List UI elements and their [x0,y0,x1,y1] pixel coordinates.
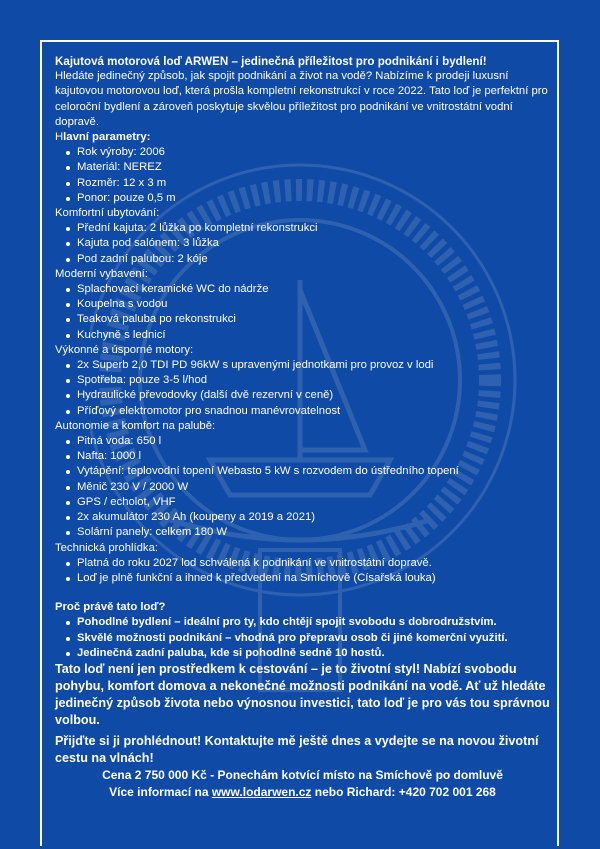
list-item: Solární panely: celkem 180 W [77,525,550,540]
list-item: Loď je plně funkční a ihned k předvedení na Smíchově (Císařská louka) [77,571,550,586]
section-why [55,600,550,661]
contact-suffix: nebo Richard: +420 702 001 268 [311,784,496,799]
list-item: Pitná voda: 650 l [77,434,550,449]
list-item: Hydraulické převodovky (další dvě rezervní v ceně) [77,388,550,403]
heading-rest: lavní parametry: [63,131,151,144]
list-item: Kuchyně s lednicí [77,328,550,343]
section-inspection [55,541,550,587]
headline: Kajutová motorová loď ARWEN – jedinečná příležitost pro podnikání i bydlení! [55,55,487,68]
intro-text: Hledáte jedinečný způsob, jak spojit podnikání a život na vodě? Nabízíme k prodeji luxusní kajutovou motorovou loď, která prošla kompletní rekonstrukcí v roce 2022. Tato loď je perfektní pro celoroční bydlení a zároveň poskytuje skvělou příležitost pro podnikání ve vnitrostátní vodní dopravě. [55,70,548,128]
section-autonomy [55,419,550,541]
list-item: Jedinečná zadní paluba, kde si pohodlně sedně 10 hostů. [77,646,550,661]
list-item: Pohodlné bydlení – ideální pro ty, kdo chtějí spojit svobodu s dobrodružstvím. [77,615,550,630]
why-list [55,615,550,661]
engines-list [55,358,550,419]
list-item: Materiál: NEREZ [77,160,550,175]
list-item: Spotřeba: pouze 3-5 l/hod [77,373,550,388]
content [55,54,550,801]
list-item: Nafta: 1000 l [77,449,550,464]
list-item: Ponor: pouze 0,5 m [77,191,550,206]
price-line: Cena 2 750 000 Kč - Ponechám kotvící místo na Smíchově po domluvě [102,767,503,782]
section-heading: Technická prohlídka: [55,541,158,554]
equipment-list [55,282,550,343]
section-heading: Komfortní ubytování: [55,207,160,220]
accommodation-list [55,221,550,267]
list-item: Měnič 230 V / 2000 W [77,480,550,495]
list-item: Příďový elektromotor pro snadnou manévrovatelnost [77,404,550,419]
list-item: Platná do roku 2027 lod schválená k podnikání ve vnitrostátní dopravě. [77,556,550,571]
section-heading: Moderní vybavení: [55,267,148,280]
closing-paragraph: Tato loď není jen prostředkem k cestování – je to životní styl! Nabízí svobodu pohybu, komfort domova a nekonečné možnosti podnikání na vodě. Ať už hledáte jedinečný způsob života nebo výnosnou investici, tato loď je pro vás tou správnou volbou. [55,661,550,727]
contact-prefix: Více informací na [109,784,212,799]
list-item: Skvělé možnosti podnikání – vhodná pro přepravu osob či jiné komerční využití. [77,631,550,646]
list-item: Rozměr: 12 x 3 m [77,176,550,191]
inspection-list [55,556,550,586]
list-item: 2x akumulátor 230 Ah (koupeny a 2019 a 2021) [77,510,550,525]
list-item: Přední kajuta: 2 lůžka po kompletní rekonstrukci [77,221,550,236]
heading-prefix: H [55,131,64,144]
section-heading: Autonomie a komfort na palubě: [55,419,216,432]
section-heading [55,130,550,145]
section-equipment [55,267,550,343]
list-item: GPS / echolot, VHF [77,495,550,510]
list-item: Splachovací keramické WC do nádrže [77,282,550,297]
call-to-action: Přijďte si ji prohlédnout! Kontaktujte mě ještě dnes a vydejte se na novou životní cestu na vlnách! [55,733,539,765]
list-item: Teaková paluba po rekonstrukci [77,312,550,327]
website-link[interactable]: www.lodarwen.cz [211,784,312,799]
list-item: Kajuta pod salónem: 3 lůžka [77,236,550,251]
why-heading: Proč právě tato loď? [55,601,166,614]
parameter-list [55,145,550,206]
list-item: Koupelna s vodou [77,297,550,312]
list-item: 2x Superb 2,0 TDI PD 96kW s upravenými jednotkami pro provoz v lodi [77,358,550,373]
list-item: Vytápění: teplovodní topení Webasto 5 kW s rozvodem do ústředního topení [77,464,550,479]
section-heading: Výkonné a úsporné motory: [55,343,194,356]
section-accommodation [55,206,550,267]
section-engines [55,343,550,419]
list-item: Rok výroby: 2006 [77,145,550,160]
spacer [55,586,550,600]
contact-line [55,784,550,801]
autonomy-list [55,434,550,540]
list-item: Pod zadní palubou: 2 kóje [77,252,550,267]
section-parameters [55,130,550,206]
